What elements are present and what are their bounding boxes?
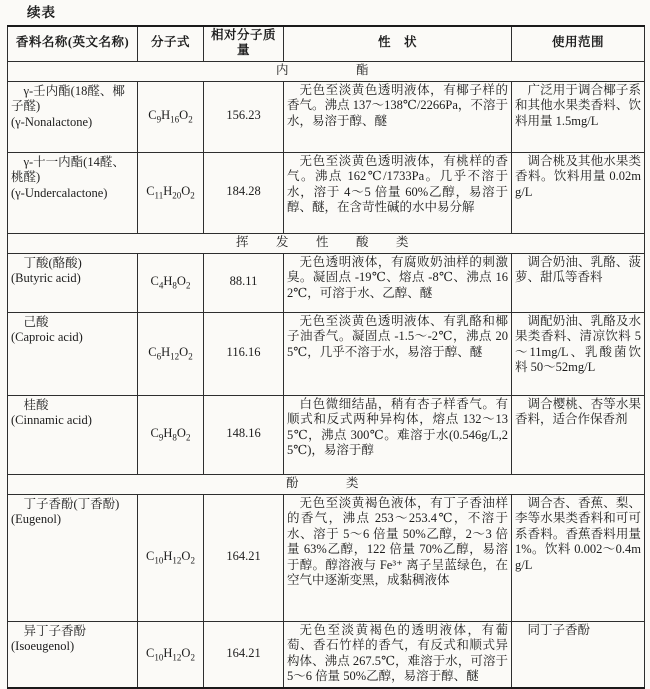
cell-formula: $C_9H_{16}O_2$ [138, 81, 204, 152]
table-header-row [8, 26, 645, 62]
cell-name [8, 253, 138, 312]
table-row [8, 81, 645, 152]
cell-name [8, 152, 138, 233]
table-row [8, 494, 645, 621]
cell-mass: 184.28 [204, 152, 284, 233]
cell-name [8, 81, 138, 152]
cell-properties: 无色至淡黄色透明液体、有乳酪和椰子油香气。凝固点 -1.5～-2℃，沸点 205℃，几乎不溶于水，易溶于醇、醚 [284, 312, 512, 395]
flavor-name-zh: γ-壬内酯(18醛、椰子醛) [11, 83, 125, 114]
flavor-name-zh: 己酸 [23, 314, 49, 329]
cell-formula: $C_{11}H_{20}O_2$ [138, 152, 204, 233]
cell-properties: 无色至淡黄褐色的透明液体，有葡萄、香石竹样的香气，有反式和顺式异构体、沸点 267.5℃，难溶于水，可溶于 5～6 倍量 50%乙醇，易溶于醇、醚 [284, 621, 512, 688]
cell-formula: $C_9H_8O_2$ [138, 395, 204, 474]
cell-properties: 无色至淡黄褐色液体，有丁子香油样的香气，沸点 253～253.4℃，不溶于水、溶于 5～6 倍量 50%乙醇，2～3 倍量 63%乙醇，122 倍量 70%乙醇，易溶于醇。醇溶液与 Fe³⁺ 离子呈蓝绿色，在空气中逐渐变黑，成黏稠液体 [284, 494, 512, 621]
cell-usage: 调合奶油、乳酪、菠萝、甜瓜等香料 [512, 253, 645, 312]
cell-usage: 调合杏、香蕉、梨、李等水果类香料和可可系香料。香蕉香料用量 1%。饮料 0.002～0.4mg/L [512, 494, 645, 621]
cell-formula: $C_{10}H_{12}O_2$ [138, 494, 204, 621]
flavor-name-en: (Eugenol) [11, 512, 61, 527]
table-row [8, 253, 645, 312]
cell-properties: 无色至淡黄色透明液体，有椰子样的香气。沸点 137～138℃/2266Pa，不溶于水，易溶于醇、醚 [284, 81, 512, 152]
table-row [8, 395, 645, 474]
section-row-lactone [8, 61, 645, 81]
section-label-phenol: 酚 类 [8, 474, 645, 494]
section-label-volatile-acid: 挥 发 性 酸 类 [8, 233, 645, 253]
cell-mass: 116.16 [204, 312, 284, 395]
col-header-name: 香料名称(英文名称) [8, 26, 138, 62]
flavor-name-zh: 丁子香酚(丁香酚) [23, 496, 120, 511]
table-row [8, 152, 645, 233]
section-label-lactone: 内 酯 [8, 61, 645, 81]
cell-formula: $C_{10}H_{12}O_2$ [138, 621, 204, 688]
col-header-formula: 分子式 [138, 26, 204, 62]
cell-name [8, 494, 138, 621]
flavor-name-zh: γ-十一内酯(14醛、桃醛) [11, 154, 125, 185]
cell-mass: 156.23 [204, 81, 284, 152]
section-row-volatile-acid [8, 233, 645, 253]
continued-table-label: 续表 [27, 5, 56, 20]
cell-mass: 164.21 [204, 621, 284, 688]
cell-properties: 白色微细结晶，稍有杏子样香气。有顺式和反式两种异构体，熔点 132～135℃，沸点 300℃。难溶于水(0.546g/L,25℃)，易溶于醇 [284, 395, 512, 474]
col-header-mass: 相对分子质量 [204, 26, 284, 62]
cell-name [8, 395, 138, 474]
cell-mass: 88.11 [204, 253, 284, 312]
flavor-name-en: (γ-Nonalactone) [11, 114, 93, 129]
flavor-name-zh: 异丁子香酚 [23, 623, 87, 638]
cell-name [8, 621, 138, 688]
table-row [8, 621, 645, 688]
cell-properties: 无色至淡黄色透明液体，有桃样的香气。沸点 162℃/1733Pa。几乎不溶于水，溶于 4～5 倍量 60%乙醇，易溶于醇、醚，在含苛性碱的水中易分解 [284, 152, 512, 233]
cell-mass: 164.21 [204, 494, 284, 621]
section-row-phenol [8, 474, 645, 494]
cell-usage: 调配奶油、乳酪及水果类香料、清凉饮料 5～11mg/L、乳酸菌饮料 50～52mg/L [512, 312, 645, 395]
flavor-name-en: (Caproic acid) [11, 330, 83, 345]
flavor-name-en: (Cinnamic acid) [11, 413, 92, 428]
flavor-name-en: (Butyric acid) [11, 271, 81, 286]
flavor-name-zh: 桂酸 [23, 397, 49, 412]
cell-formula: $C_4H_8O_2$ [138, 253, 204, 312]
cell-name [8, 312, 138, 395]
cell-formula: $C_6H_{12}O_2$ [138, 312, 204, 395]
cell-usage: 同丁子香酚 [512, 621, 645, 688]
cell-properties: 无色透明液体，有腐败奶油样的刺激臭。凝固点 -19℃、熔点 -8℃、沸点 162℃，可溶于水、乙醇、醚 [284, 253, 512, 312]
col-header-properties: 性 状 [284, 26, 512, 62]
cell-usage: 调合桃及其他水果类香料。饮料用量 0.02mg/L [512, 152, 645, 233]
col-header-usage: 使用范围 [512, 26, 645, 62]
flavor-substance-table [7, 25, 645, 689]
flavor-name-zh: 丁酸(酪酸) [23, 255, 82, 270]
flavor-name-en: (γ-Undercalactone) [11, 185, 108, 200]
flavor-name-en: (Isoeugenol) [11, 639, 75, 654]
cell-usage: 广泛用于调合椰子系和其他水果类香料、饮料用量 1.5mg/L [512, 81, 645, 152]
table-row [8, 312, 645, 395]
cell-usage: 调合樱桃、杏等水果香料，适合作保香剂 [512, 395, 645, 474]
cell-mass: 148.16 [204, 395, 284, 474]
